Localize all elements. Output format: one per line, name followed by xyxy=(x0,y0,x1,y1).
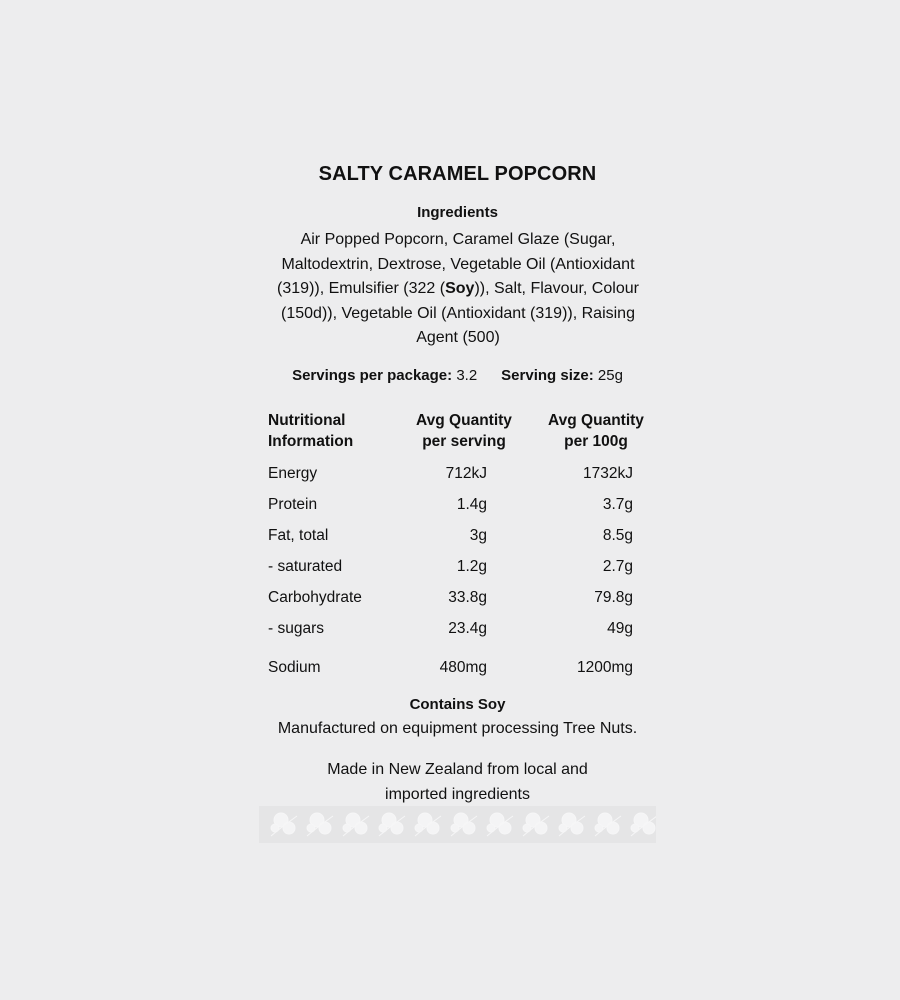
header-line: per serving xyxy=(422,433,506,450)
header-line: per 100g xyxy=(564,433,628,450)
header-per-100g xyxy=(530,408,662,458)
nutrition-row-sodium xyxy=(264,644,662,688)
per-100g-value: 8.5g xyxy=(602,526,633,544)
header-line: Information xyxy=(268,433,354,450)
nutrient-name: - sugars xyxy=(268,619,324,637)
nutrition-row-sugars xyxy=(264,613,662,644)
per-100g-value: 1732kJ xyxy=(583,464,633,482)
header-nutritional-information xyxy=(264,408,398,458)
per-100g-value: 1200mg xyxy=(576,659,633,676)
nutrition-header-row xyxy=(264,408,662,458)
manufacturing-note: Manufactured on equipment processing Tree Nuts. xyxy=(277,720,638,737)
nutrient-name: Carbohydrate xyxy=(268,588,362,606)
nutrition-row-carbohydrate xyxy=(264,582,662,613)
per-serving-value: 3g xyxy=(469,526,487,544)
header-line: Avg Quantity xyxy=(548,412,644,429)
ingredients-list xyxy=(266,228,650,351)
nutrition-row-saturated xyxy=(264,551,662,582)
per-100g-value: 79.8g xyxy=(594,588,633,606)
fern-motif-icon xyxy=(259,806,656,843)
decorative-fern-pattern xyxy=(259,806,656,843)
per-serving-value: 33.8g xyxy=(448,588,487,606)
origin-statement xyxy=(0,758,900,807)
servings-per-package-value: 3.2 xyxy=(456,367,478,384)
ingredients-allergen: Soy xyxy=(445,280,475,297)
origin-line-2: imported ingredients xyxy=(385,785,530,803)
nutrient-name: Energy xyxy=(268,464,318,482)
nutrition-row-energy xyxy=(264,458,662,489)
per-serving-value: 1.4g xyxy=(456,495,487,513)
origin-line-1: Made in New Zealand from local and xyxy=(327,761,588,778)
nutrient-name: Sodium xyxy=(268,659,321,676)
per-100g-value: 2.7g xyxy=(602,557,633,575)
per-100g-value: 49g xyxy=(607,619,633,637)
ingredients-text-part1: Air Popped Popcorn, Caramel Glaze (Sugar, Maltodextrin, Dextrose, Vegetable Oil (Antioxidant (319)), Emulsifier (322 ( xyxy=(277,231,635,297)
nutrition-table xyxy=(264,408,662,688)
serving-size-value: 25g xyxy=(597,367,623,384)
nutrient-name: Fat, total xyxy=(268,526,329,544)
per-serving-value: 1.2g xyxy=(456,557,487,575)
per-serving-value: 712kJ xyxy=(445,464,487,482)
header-line: Avg Quantity xyxy=(416,412,512,429)
per-serving-value: 23.4g xyxy=(448,619,487,637)
nutrition-row-fat-total xyxy=(264,520,662,551)
per-100g-value: 3.7g xyxy=(602,495,633,513)
ingredients-heading: Ingredients xyxy=(417,204,498,221)
product-title: SALTY CARAMEL POPCORN xyxy=(318,163,597,185)
header-per-serving xyxy=(398,408,530,458)
servings-per-package-label: Servings per package: xyxy=(292,367,453,384)
header-line: Nutritional xyxy=(268,412,346,429)
servings-info xyxy=(0,367,900,384)
serving-size-label: Serving size: xyxy=(501,367,594,384)
nutrient-name: Protein xyxy=(268,495,318,513)
per-serving-value: 480mg xyxy=(439,659,487,676)
ingredients-text-part2: )), Salt, Flavour, Colour (150d)), Vegetable Oil (Antioxidant (319)), Raising Agent (500) xyxy=(281,280,639,346)
nutrient-name: - saturated xyxy=(268,557,343,575)
nutrition-row-protein xyxy=(264,489,662,520)
allergen-statement: Contains Soy xyxy=(409,696,506,713)
